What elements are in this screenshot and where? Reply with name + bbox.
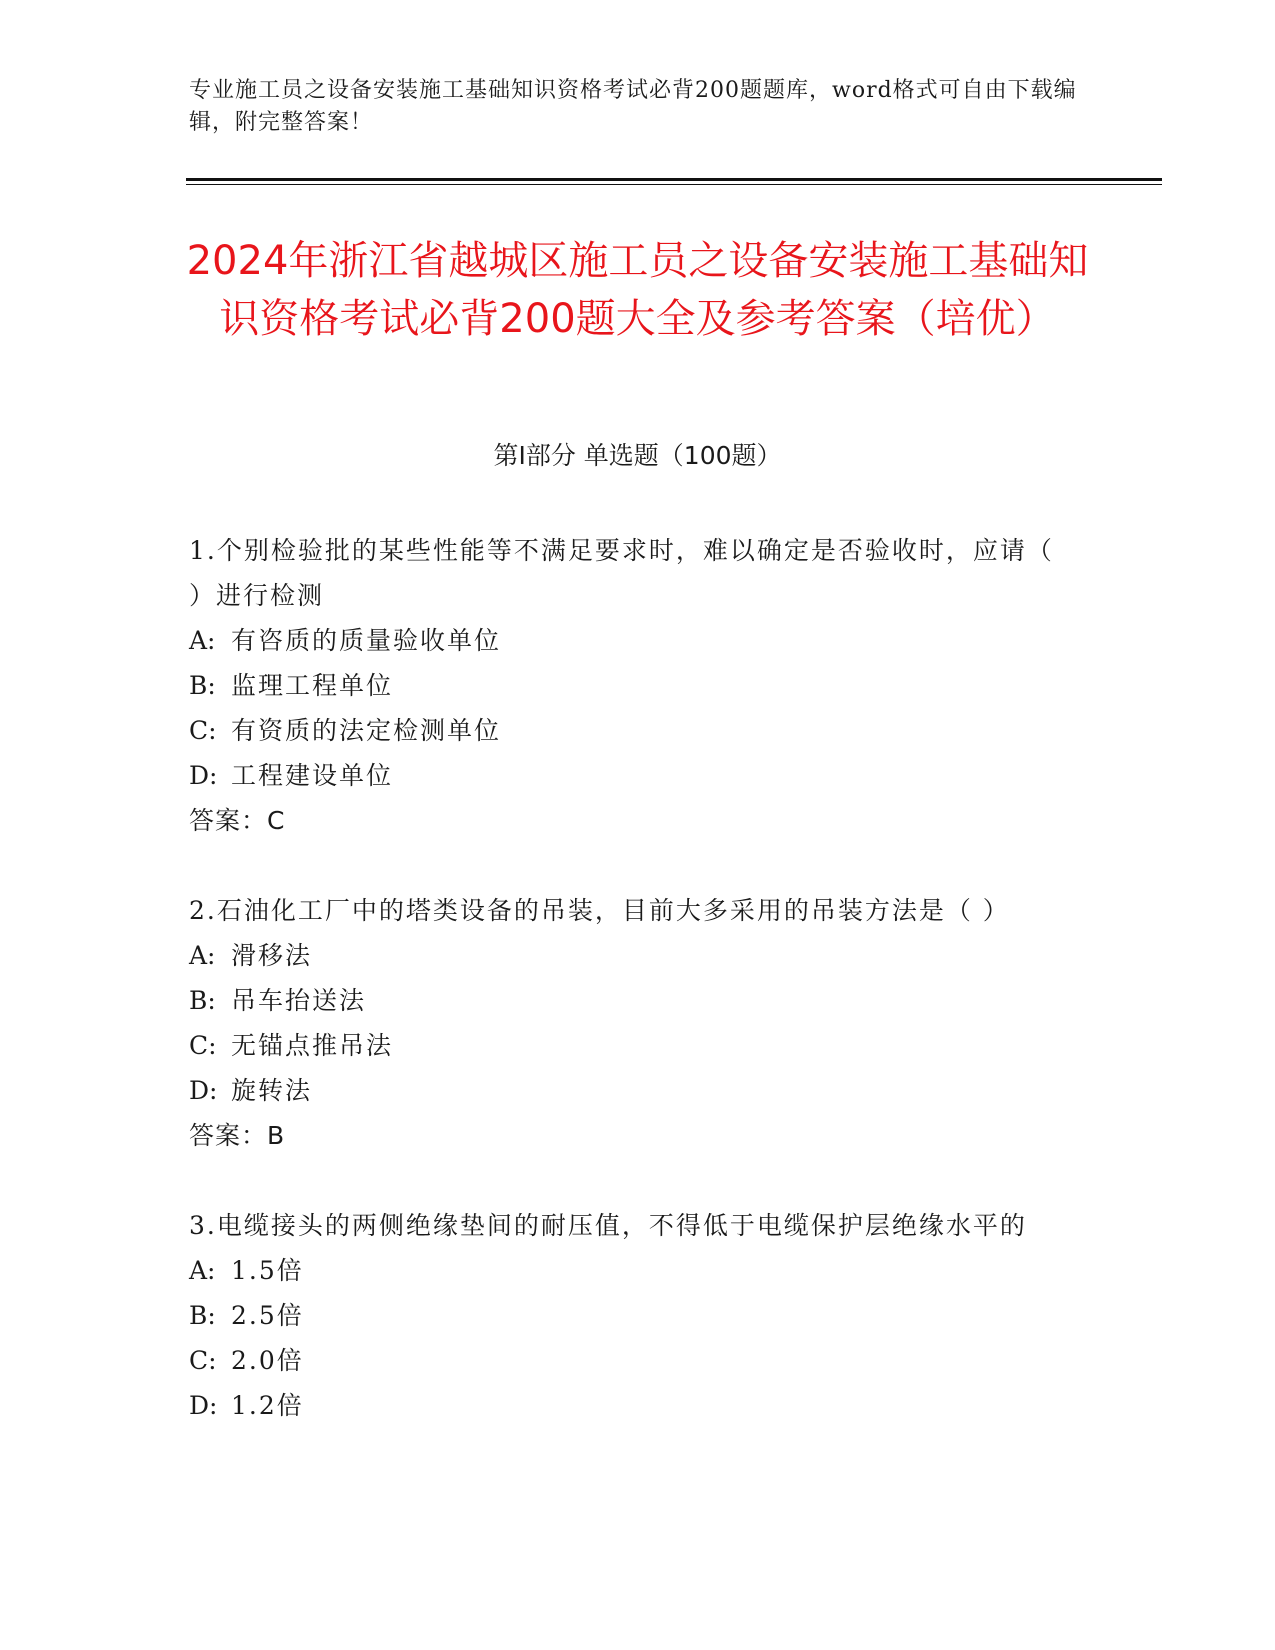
option-text: 有资质的法定检测单位 bbox=[231, 716, 502, 745]
option-text: 工程建设单位 bbox=[231, 761, 394, 790]
option-c bbox=[189, 708, 1069, 753]
option-c bbox=[189, 1338, 1069, 1383]
option-text: 1.5倍 bbox=[231, 1256, 304, 1285]
option-a bbox=[189, 933, 1069, 978]
option-text: 1.2倍 bbox=[231, 1391, 304, 1420]
option-text: 有咨质的质量验收单位 bbox=[231, 626, 502, 655]
option-letter: A: bbox=[189, 626, 216, 655]
question-1 bbox=[189, 528, 1069, 843]
option-text: 吊车抬送法 bbox=[231, 986, 367, 1015]
question-stem: 1.个别检验批的某些性能等不满足要求时，难以确定是否验收时，应请（ ）进行检测 bbox=[189, 536, 1054, 610]
document-title: 2024年浙江省越城区施工员之设备安装施工基础知识资格考试必背200题大全及参考答案（培优） bbox=[186, 238, 1089, 342]
question-3 bbox=[189, 1203, 1069, 1428]
option-text: 2.5倍 bbox=[231, 1301, 304, 1330]
option-letter: B: bbox=[189, 986, 216, 1015]
option-letter: D: bbox=[189, 761, 218, 790]
option-letter: B: bbox=[189, 671, 216, 700]
option-b bbox=[189, 1293, 1069, 1338]
option-text: 无锚点推吊法 bbox=[231, 1031, 394, 1060]
option-d bbox=[189, 1068, 1069, 1113]
option-text: 监理工程单位 bbox=[231, 671, 394, 700]
question-stem: 3.电缆接头的两侧绝缘垫间的耐压值，不得低于电缆保护层绝缘水平的 bbox=[189, 1211, 1027, 1240]
option-d bbox=[189, 753, 1069, 798]
option-a bbox=[189, 1248, 1069, 1293]
option-letter: A: bbox=[189, 1256, 216, 1285]
option-text: 2.0倍 bbox=[231, 1346, 304, 1375]
question-2 bbox=[189, 888, 1069, 1158]
header-divider-thick bbox=[186, 178, 1162, 181]
option-letter: B: bbox=[189, 1301, 216, 1330]
question-list bbox=[189, 528, 1069, 1473]
question-stem: 2.石油化工厂中的塔类设备的吊装，目前大多采用的吊装方法是（ ） bbox=[189, 896, 1010, 925]
option-c bbox=[189, 1023, 1069, 1068]
option-letter: C: bbox=[189, 716, 217, 745]
section-heading: 第Ⅰ部分 单选题（100题） bbox=[493, 441, 782, 470]
option-text: 旋转法 bbox=[231, 1076, 313, 1105]
option-b bbox=[189, 663, 1069, 708]
option-d bbox=[189, 1383, 1069, 1428]
option-letter: D: bbox=[189, 1391, 218, 1420]
answer-line: 答案：B bbox=[189, 1121, 286, 1150]
header-note: 专业施工员之设备安装施工基础知识资格考试必背200题题库，word格式可自由下载编辑，附完整答案！ bbox=[189, 78, 1077, 135]
option-a bbox=[189, 618, 1069, 663]
option-b bbox=[189, 978, 1069, 1023]
option-letter: C: bbox=[189, 1031, 217, 1060]
header-divider-thin bbox=[186, 184, 1162, 185]
option-text: 滑移法 bbox=[231, 941, 313, 970]
answer-line: 答案：C bbox=[189, 806, 286, 835]
option-letter: C: bbox=[189, 1346, 217, 1375]
option-letter: D: bbox=[189, 1076, 218, 1105]
option-letter: A: bbox=[189, 941, 216, 970]
